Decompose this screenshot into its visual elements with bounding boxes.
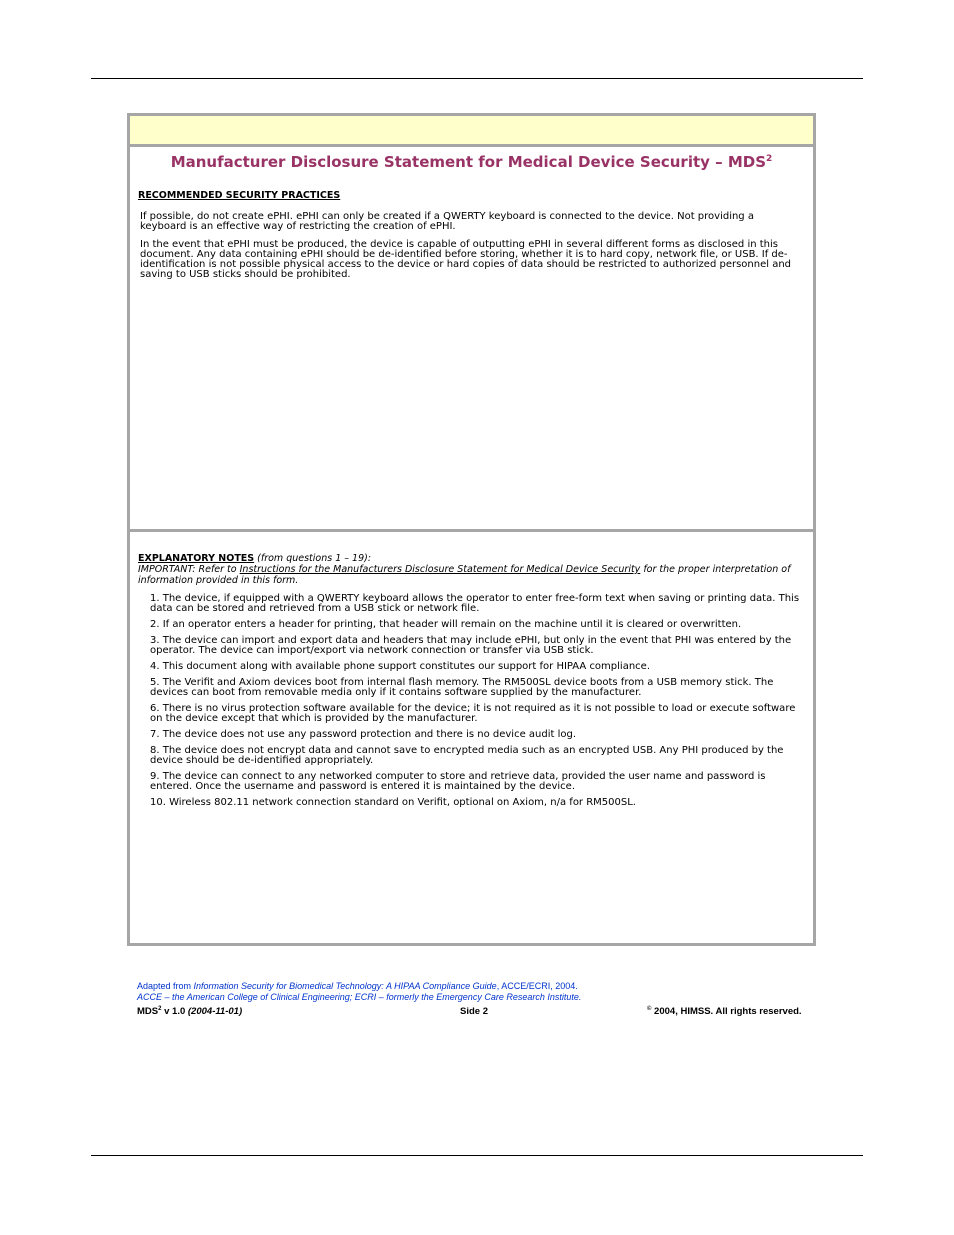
important-prefix: IMPORTANT: Refer to bbox=[138, 564, 240, 575]
important-suffix: for the proper interpretation of information provided in this form. bbox=[138, 564, 791, 586]
version-label bbox=[137, 1006, 242, 1017]
header-rule bbox=[91, 78, 863, 79]
adapted-prefix: Adapted from bbox=[137, 981, 194, 991]
title-text: Manufacturer Disclosure Statement for Medical Device Security – MDS bbox=[170, 153, 767, 171]
important-notice bbox=[138, 564, 803, 586]
instructions-reference: Instructions for the Manufacturers Disclosure Statement for Medical Device Security bbox=[239, 564, 641, 575]
explanatory-heading-suffix: (from questions 1 – 19): bbox=[257, 553, 372, 564]
version-date: (2004-11-01) bbox=[187, 1006, 243, 1017]
note-item: 8. The device does not encrypt data and cannot save to encrypted media such as an encrypted USB. Any PHI produced by the device should be de-identified appropriately. bbox=[150, 745, 784, 766]
note-item: 2. If an operator enters a header for printing, that header will remain on the machine until it is cleared or overwritten. bbox=[150, 619, 742, 630]
version-mds: MDS bbox=[137, 1006, 159, 1017]
recommended-heading: RECOMMENDED SECURITY PRACTICES bbox=[138, 190, 341, 201]
acce-line: ACCE – the American College of Clinical Engineering; ECRI – formerly the Emergency Care Research Institute. bbox=[137, 992, 582, 1002]
note-item: 5. The Verifit and Axiom devices boot from internal flash memory. The RM500SL device boots from a USB memory stick. The devices can boot from removable media only if it contains software supplied by the manufacturer. bbox=[150, 677, 774, 698]
copyright-text: 2004, HIMSS. All rights reserved. bbox=[651, 1006, 802, 1017]
note-item: 4. This document along with available phone support constitutes our support for HIPAA compliance. bbox=[150, 661, 650, 672]
form-header-bar bbox=[130, 116, 813, 147]
explanatory-heading-line bbox=[138, 553, 371, 564]
adapted-title: Information Security for Biomedical Technology: A HIPAA Compliance Guide bbox=[193, 981, 497, 991]
recommended-paragraph-1: If possible, do not create ePHI. ePHI can only be created if a QWERTY keyboard is connected to the device. Not providing a keyboard is an effective way of restricting the creation of ePHI. bbox=[140, 211, 754, 232]
version-text: v 1.0 bbox=[161, 1006, 188, 1017]
note-item: 10. Wireless 802.11 network connection standard on Verifit, optional on Axiom, n/a for RM500SL. bbox=[150, 797, 636, 808]
adapted-line bbox=[137, 981, 581, 992]
explanatory-notes-section bbox=[130, 532, 813, 943]
note-item: 1. The device, if equipped with a QWERTY keyboard allows the operator to enter free-form text when saving or printing data. This data can be stored and retrieved from a USB stick or network file. bbox=[150, 593, 800, 614]
page-title bbox=[130, 153, 813, 171]
copyright-notice bbox=[647, 1006, 802, 1017]
page-side-label: Side 2 bbox=[460, 1006, 488, 1017]
footer-attribution bbox=[137, 981, 581, 1003]
note-item: 6. There is no virus protection software available for the device; it is not required as it is not possible to load or execute software on the device except that which is provided by the manufacturer. bbox=[150, 703, 796, 724]
footer-rule bbox=[91, 1155, 863, 1156]
title-superscript: 2 bbox=[766, 154, 773, 164]
recommended-paragraph-2: In the event that ePHI must be produced, the device is capable of outputting ePHI in several different forms as disclosed in this document. Any data containing ePHI should be de-identified before storing, whether it is to hard copy, network file, or USB. If de-identification is not possible physical access to the device or hard copies of data should be restricted to authorized personnel and saving to USB sticks should be prohibited. bbox=[140, 239, 792, 280]
note-item: 3. The device can import and export data and headers that may include ePHI, but only in the event that PHI was entered by the operator. The device can import/export via network connection or transfer via USB stick. bbox=[150, 635, 792, 656]
mds-form bbox=[127, 113, 816, 946]
version-superscript: 2 bbox=[158, 1005, 162, 1012]
copyright-symbol: © bbox=[647, 1005, 652, 1012]
adapted-suffix: , ACCE/ECRI, 2004. bbox=[496, 981, 578, 991]
explanatory-heading: EXPLANATORY NOTES bbox=[138, 553, 255, 564]
note-item: 9. The device can connect to any networked computer to store and retrieve data, provided the user name and password is entered. Once the username and password is entered it is maintained by the device. bbox=[150, 771, 766, 792]
note-item: 7. The device does not use any password protection and there is no device audit log. bbox=[150, 729, 577, 740]
recommended-practices-section bbox=[130, 147, 813, 532]
